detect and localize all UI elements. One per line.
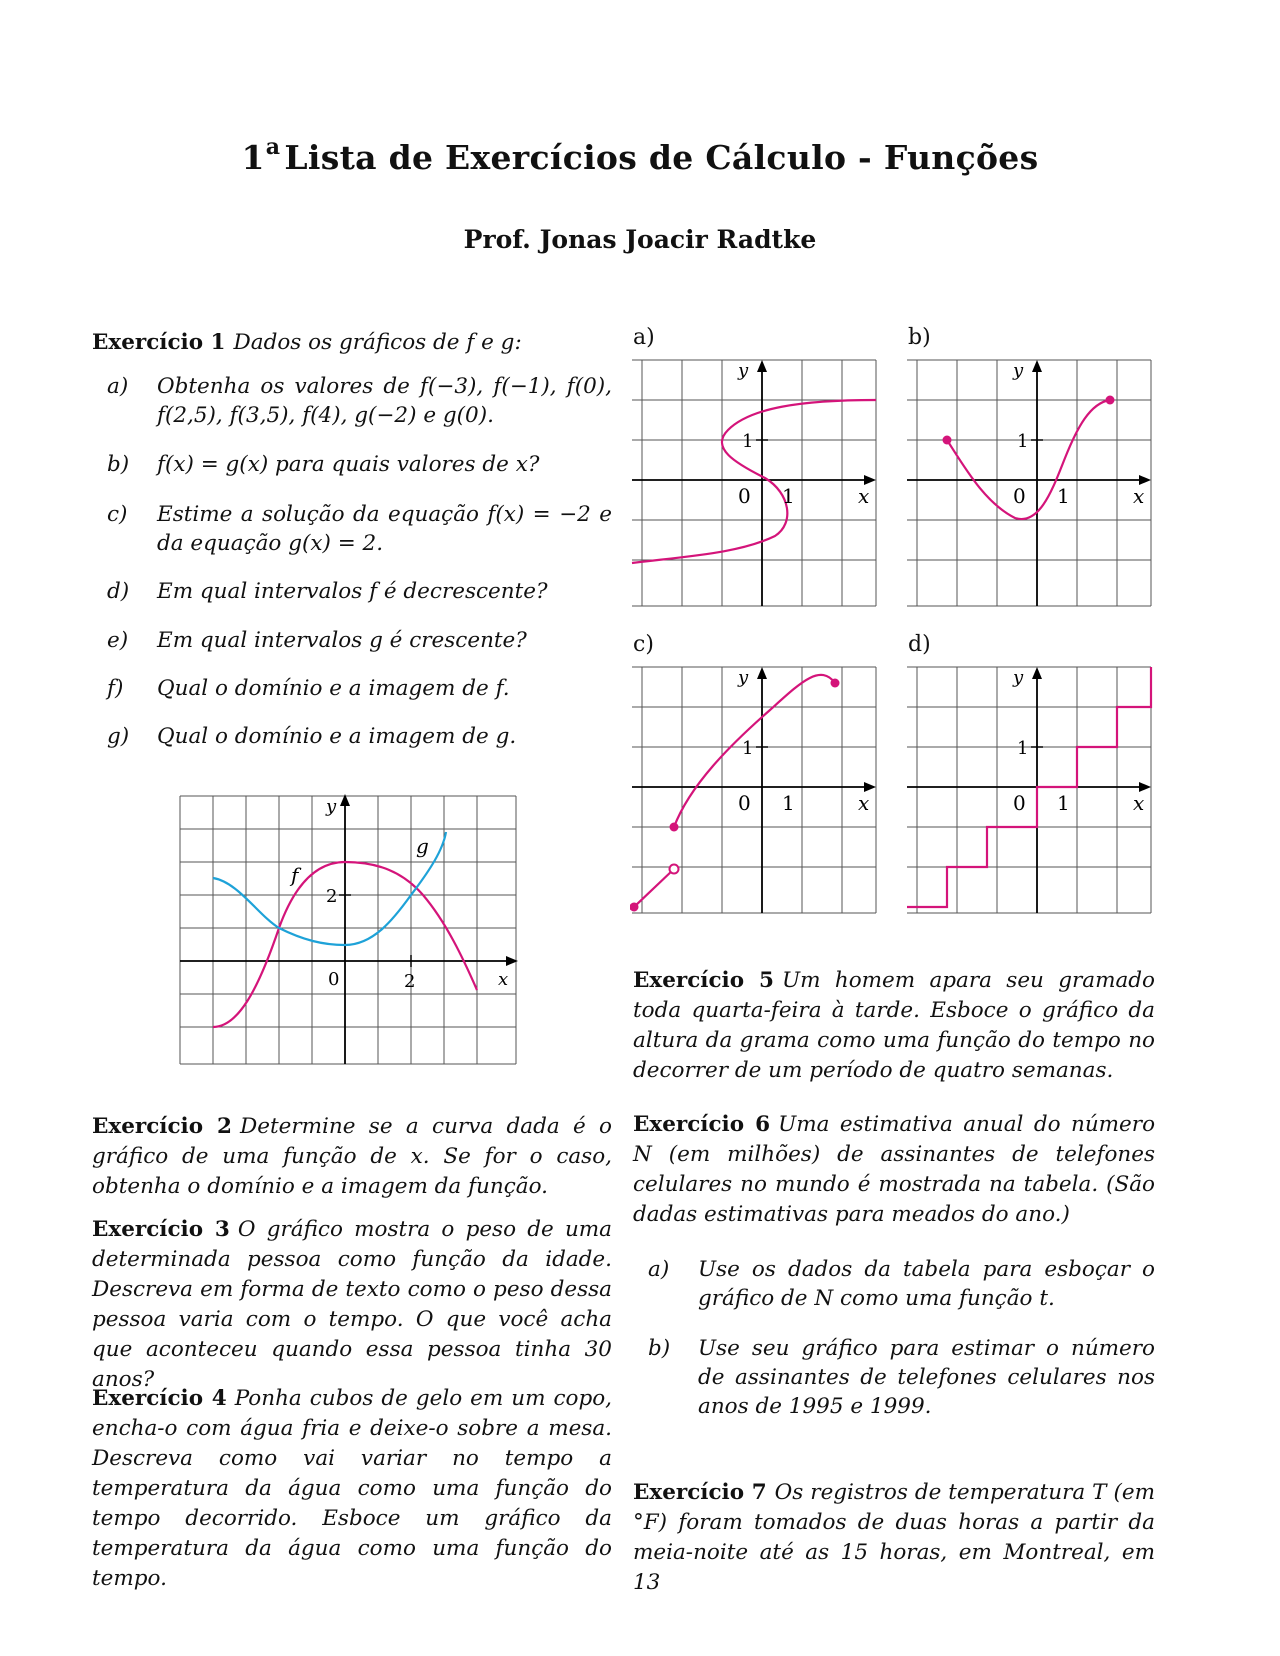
graph-d-label: d): [908, 632, 931, 657]
svg-text:y: y: [738, 360, 749, 381]
grid: [180, 796, 516, 1064]
ex1-item-b: b) f(x) = g(x) para quais valores de x?: [107, 452, 540, 477]
svg-text:y: y: [1013, 667, 1024, 688]
svg-text:1: 1: [742, 738, 754, 759]
ex1-item-c: c) Estime a solução da equação f(x) = −2 e da equação g(x) = 2.: [107, 502, 612, 556]
ex1-graph: [178, 790, 520, 1072]
svg-text:x: x: [858, 484, 870, 508]
svg-text:0: 0: [1013, 484, 1026, 508]
exercise-3: Exercício 3 O gráfico mostra o peso de uma determinada pessoa como função da idade. Descreva em forma de texto como o peso dessa pessoa varia com o tempo. O que você acha que aconteceu quando essa pessoa tinha 30 anos?: [92, 1217, 612, 1392]
curve-c-segment: [634, 869, 674, 907]
origin-label: 0: [328, 969, 340, 990]
y-label: y: [326, 796, 337, 817]
svg-text:x: x: [1133, 484, 1145, 508]
graph-c: [630, 665, 880, 919]
exercise-4: Exercício 4 Ponha cubos de gelo em um copo, encha-o com água fria e deixe-o sobre a mesa. Descreva como vai variar no tempo a temperatura da água como uma função do tempo decorrido. Esboce um gráfico da temperatura da água como uma função do tempo.: [92, 1386, 613, 1591]
svg-text:1: 1: [1057, 484, 1070, 508]
svg-text:1: 1: [742, 431, 754, 452]
exercise-7: Exercício 7 Os registros de temperatura T (em °F) foram tomados de duas horas a partir da meia-noite até as 15 horas, em Montreal, em 13: [633, 1480, 1155, 1595]
g-label: g: [416, 834, 429, 858]
curve-c: [674, 675, 835, 827]
exercise-5: Exercício 5 Um homem apara seu gramado toda quarta-feira à tarde. Esboce o gráfico da altura da grama como uma função do tempo no decorrer de um período de quatro semanas.: [633, 968, 1155, 1083]
f-label: f: [291, 863, 299, 887]
ex1-item-a: a) Obtenha os valores de f(−3), f(−1), f(0), f(2,5), f(3,5), f(4), g(−2) e g(0).: [107, 374, 612, 428]
x-label: x: [498, 969, 509, 990]
ex1-item-e: e) Em qual intervalos g é crescente?: [107, 628, 527, 653]
graph-c-label: c): [633, 632, 654, 657]
curve-a: [632, 400, 876, 563]
svg-text:0: 0: [738, 484, 751, 508]
tick-y-2: 2: [326, 886, 338, 907]
svg-text:y: y: [738, 667, 749, 688]
svg-text:y: y: [1013, 360, 1024, 381]
svg-text:1: 1: [1017, 738, 1029, 759]
graph-d: [905, 665, 1155, 919]
ex1-item-g: g) Qual o domínio e a imagem de g.: [107, 724, 517, 749]
tick-x-2: 2: [404, 971, 416, 992]
svg-text:1: 1: [1057, 791, 1070, 815]
graph-b: [905, 358, 1155, 612]
graph-a: [630, 358, 880, 612]
exercise-6: Exercício 6 Uma estimativa anual do número N (em milhões) de assinantes de telefones celulares no mundo é mostrada na tabela. (São dadas estimativas para meados do ano.): [633, 1112, 1156, 1227]
svg-text:0: 0: [1013, 791, 1026, 815]
graph-b-label: b): [908, 325, 931, 350]
svg-text:1: 1: [782, 791, 795, 815]
svg-text:0: 0: [738, 791, 751, 815]
svg-text:x: x: [858, 791, 870, 815]
document-title: 1$^a$ Lista de Exercícios de Cálculo - Funções: [241, 134, 1039, 177]
ex6-item-b: b) Use seu gráfico para estimar o número de assinantes de telefones celulares nos anos de 1995 e 1999.: [648, 1336, 1155, 1419]
svg-text:x: x: [1133, 791, 1145, 815]
ex1-item-d: d) Em qual intervalos f é decrescente?: [107, 579, 548, 604]
curve-b: [947, 400, 1110, 519]
svg-text:1: 1: [782, 484, 795, 508]
ex1-item-f: f) Qual o domínio e a imagem de f.: [107, 676, 510, 701]
svg-text:1: 1: [1017, 431, 1029, 452]
exercise-2: Exercício 2 Determine se a curva dada é o gráfico de uma função de x. Se for o caso, obtenha o domínio e a imagem da função.: [92, 1114, 612, 1199]
exercise-1: Exercício 1 Dados os gráficos de f e g:: [92, 330, 522, 355]
author: Prof. Jonas Joacir Radtke: [463, 225, 817, 254]
title-ordinal: a: [265, 134, 281, 160]
ex6-item-a: a) Use os dados da tabela para esboçar o gráfico de N como uma função t.: [648, 1257, 1155, 1311]
graph-a-label: a): [633, 325, 655, 350]
